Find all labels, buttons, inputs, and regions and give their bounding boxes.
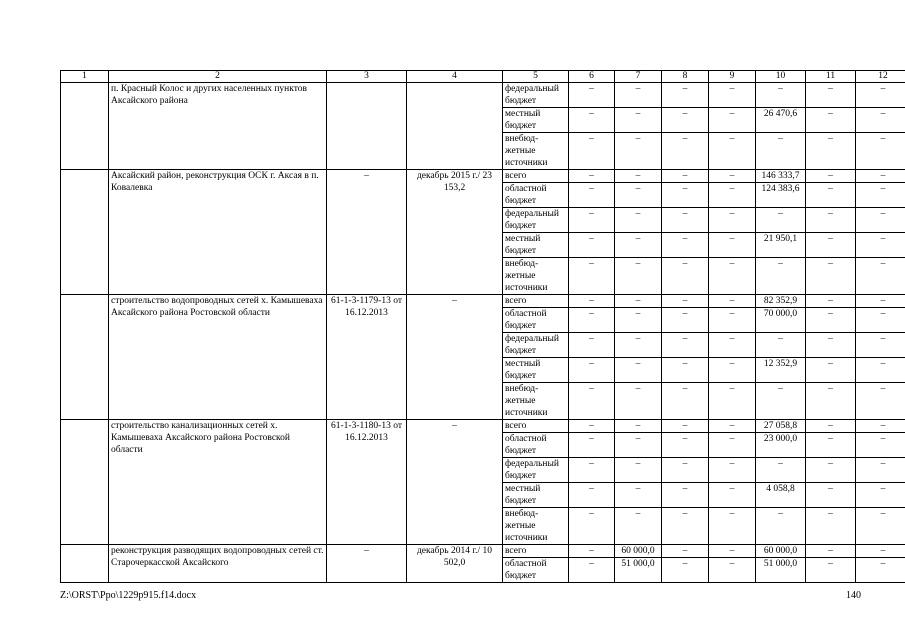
amount-cell: – [615, 208, 662, 233]
amount-cell: 51 000,0 [615, 558, 662, 583]
column-number: 12 [856, 71, 905, 83]
amount-cell: – [856, 545, 905, 558]
page-number: 140 [846, 590, 861, 601]
column-number: 4 [407, 71, 503, 83]
amount-cell: – [569, 383, 615, 420]
amount-cell: – [856, 420, 905, 433]
amount-cell: – [806, 295, 856, 308]
project-code: 61-1-3-1180-13 от 16.12.2013 [327, 420, 407, 545]
amount-cell: 70 000,0 [756, 308, 806, 333]
amount-cell: – [569, 83, 615, 108]
amount-cell: – [709, 258, 756, 295]
amount-cell: – [756, 133, 806, 170]
amount-cell: – [806, 558, 856, 583]
amount-cell: – [662, 433, 709, 458]
funding-source: внебюд-жетные источники [503, 383, 569, 420]
amount-cell: – [709, 333, 756, 358]
funding-source: областной бюджет [503, 183, 569, 208]
amount-cell: – [856, 295, 905, 308]
funding-source: федеральный бюджет [503, 333, 569, 358]
amount-cell: 124 383,6 [756, 183, 806, 208]
amount-cell: – [709, 458, 756, 483]
amount-cell: 60 000,0 [756, 545, 806, 558]
amount-cell: – [569, 558, 615, 583]
funding-source: всего [503, 170, 569, 183]
amount-cell: – [806, 83, 856, 108]
amount-cell: – [662, 183, 709, 208]
amount-cell: 4 058,8 [756, 483, 806, 508]
project-code [327, 83, 407, 170]
amount-cell: – [709, 508, 756, 545]
amount-cell: – [569, 233, 615, 258]
amount-cell: – [756, 458, 806, 483]
amount-cell: – [615, 333, 662, 358]
amount-cell: – [569, 545, 615, 558]
project-code: – [327, 170, 407, 295]
file-path: Z:\ORST\Ppo\1229p915.f14.docx [60, 590, 197, 601]
amount-cell: – [662, 420, 709, 433]
amount-cell: – [615, 308, 662, 333]
column-number-row [61, 71, 905, 83]
column-number: 2 [109, 71, 327, 83]
amount-cell: – [615, 358, 662, 383]
column-number: 3 [327, 71, 407, 83]
amount-cell: – [856, 108, 905, 133]
column-number: 8 [662, 71, 709, 83]
amount-cell: – [662, 108, 709, 133]
amount-cell: – [569, 333, 615, 358]
amount-cell: – [806, 183, 856, 208]
amount-cell: – [709, 383, 756, 420]
row-number-cell [61, 83, 109, 170]
amount-cell: – [569, 433, 615, 458]
amount-cell: – [615, 133, 662, 170]
amount-cell: – [756, 383, 806, 420]
amount-cell: – [662, 170, 709, 183]
amount-cell: 82 352,9 [756, 295, 806, 308]
amount-cell: – [569, 170, 615, 183]
table-row [61, 545, 905, 558]
amount-cell: – [569, 208, 615, 233]
funding-source: федеральный бюджет [503, 83, 569, 108]
funding-source: местный бюджет [503, 358, 569, 383]
amount-cell: – [806, 308, 856, 333]
amount-cell: – [569, 420, 615, 433]
project-deadline: декабрь 2014 г./ 10 502,0 [407, 545, 503, 583]
amount-cell: – [615, 108, 662, 133]
amount-cell: – [806, 133, 856, 170]
amount-cell: – [709, 83, 756, 108]
amount-cell: – [856, 183, 905, 208]
amount-cell: – [709, 545, 756, 558]
amount-cell: – [569, 133, 615, 170]
funding-source: федеральный бюджет [503, 458, 569, 483]
project-code: 61-1-3-1179-13 от 16.12.2013 [327, 295, 407, 420]
row-number-cell [61, 295, 109, 420]
amount-cell: – [806, 483, 856, 508]
project-code: – [327, 545, 407, 583]
column-number: 10 [756, 71, 806, 83]
amount-cell: – [569, 458, 615, 483]
amount-cell: – [709, 208, 756, 233]
amount-cell: – [856, 458, 905, 483]
funding-source: всего [503, 545, 569, 558]
project-description: строительство водопроводных сетей х. Камышеваха Аксайского района Ростовской области [109, 295, 327, 420]
amount-cell: – [662, 483, 709, 508]
amount-cell: – [806, 383, 856, 420]
amount-cell: – [756, 258, 806, 295]
column-number: 1 [61, 71, 109, 83]
project-description: реконструкция разводящих водопроводных сетей ст. Старочеркасской Аксайского [109, 545, 327, 583]
table-row [61, 295, 905, 308]
amount-cell: – [856, 358, 905, 383]
amount-cell: – [709, 558, 756, 583]
funding-source: внебюд-жетные источники [503, 133, 569, 170]
amount-cell: – [709, 183, 756, 208]
amount-cell: – [856, 170, 905, 183]
amount-cell: – [806, 545, 856, 558]
amount-cell: – [756, 508, 806, 545]
amount-cell: – [709, 133, 756, 170]
budget-table [60, 70, 905, 583]
amount-cell: 60 000,0 [615, 545, 662, 558]
amount-cell: 146 333,7 [756, 170, 806, 183]
amount-cell: – [662, 295, 709, 308]
amount-cell: – [709, 233, 756, 258]
funding-source: федеральный бюджет [503, 208, 569, 233]
amount-cell: – [615, 483, 662, 508]
project-deadline: – [407, 295, 503, 420]
amount-cell: – [615, 433, 662, 458]
amount-cell: – [709, 358, 756, 383]
amount-cell: – [756, 208, 806, 233]
funding-source: внебюд-жетные источники [503, 258, 569, 295]
project-deadline [407, 83, 503, 170]
amount-cell: – [569, 183, 615, 208]
amount-cell: – [709, 108, 756, 133]
amount-cell: – [806, 208, 856, 233]
table-row [61, 420, 905, 433]
amount-cell: 12 352,9 [756, 358, 806, 383]
amount-cell: – [709, 420, 756, 433]
amount-cell: – [569, 108, 615, 133]
amount-cell: – [615, 458, 662, 483]
column-number: 11 [806, 71, 856, 83]
amount-cell: – [856, 333, 905, 358]
amount-cell: – [856, 383, 905, 420]
amount-cell: – [806, 170, 856, 183]
amount-cell: – [756, 83, 806, 108]
amount-cell: – [709, 295, 756, 308]
amount-cell: – [569, 295, 615, 308]
project-description: Аксайский район, реконструкция ОСК г. Аксая в п. Ковалевка [109, 170, 327, 295]
amount-cell: – [709, 483, 756, 508]
amount-cell: – [569, 308, 615, 333]
row-number-cell [61, 170, 109, 295]
amount-cell: 23 000,0 [756, 433, 806, 458]
column-number: 9 [709, 71, 756, 83]
amount-cell: – [856, 483, 905, 508]
amount-cell: – [806, 433, 856, 458]
amount-cell: – [806, 458, 856, 483]
amount-cell: – [806, 420, 856, 433]
amount-cell: – [615, 295, 662, 308]
amount-cell: 27 058,8 [756, 420, 806, 433]
amount-cell: – [856, 83, 905, 108]
amount-cell: – [856, 308, 905, 333]
amount-cell: – [662, 458, 709, 483]
amount-cell: – [569, 258, 615, 295]
amount-cell: – [569, 358, 615, 383]
amount-cell: – [662, 308, 709, 333]
funding-source: местный бюджет [503, 233, 569, 258]
amount-cell: – [856, 508, 905, 545]
amount-cell: – [756, 333, 806, 358]
amount-cell: – [569, 483, 615, 508]
funding-source: внебюд-жетные источники [503, 508, 569, 545]
funding-source: областной бюджет [503, 433, 569, 458]
amount-cell: – [662, 258, 709, 295]
amount-cell: – [806, 108, 856, 133]
amount-cell: – [662, 208, 709, 233]
amount-cell: 21 950,1 [756, 233, 806, 258]
amount-cell: – [615, 258, 662, 295]
amount-cell: – [662, 333, 709, 358]
amount-cell: – [662, 558, 709, 583]
amount-cell: – [662, 133, 709, 170]
amount-cell: – [856, 233, 905, 258]
amount-cell: – [806, 258, 856, 295]
amount-cell: – [662, 383, 709, 420]
amount-cell: – [662, 358, 709, 383]
amount-cell: – [806, 333, 856, 358]
funding-source: областной бюджет [503, 308, 569, 333]
column-number: 5 [503, 71, 569, 83]
amount-cell: – [856, 433, 905, 458]
amount-cell: – [806, 508, 856, 545]
amount-cell: – [806, 233, 856, 258]
row-number-cell [61, 420, 109, 545]
amount-cell: – [615, 183, 662, 208]
amount-cell: 51 000,0 [756, 558, 806, 583]
amount-cell: – [856, 208, 905, 233]
table-row [61, 170, 905, 183]
amount-cell: – [662, 545, 709, 558]
project-deadline: – [407, 420, 503, 545]
amount-cell: – [662, 233, 709, 258]
project-description: п. Красный Колос и других населенных пунктов Аксайского района [109, 83, 327, 170]
column-number: 6 [569, 71, 615, 83]
row-number-cell [61, 545, 109, 583]
amount-cell: – [856, 133, 905, 170]
amount-cell: – [662, 83, 709, 108]
amount-cell: – [709, 308, 756, 333]
amount-cell: – [615, 170, 662, 183]
amount-cell: – [709, 433, 756, 458]
amount-cell: – [615, 83, 662, 108]
table-row [61, 83, 905, 108]
amount-cell: – [615, 383, 662, 420]
funding-source: местный бюджет [503, 483, 569, 508]
amount-cell: – [709, 170, 756, 183]
funding-source: областной бюджет [503, 558, 569, 583]
funding-source: всего [503, 420, 569, 433]
amount-cell: – [615, 420, 662, 433]
amount-cell: – [856, 558, 905, 583]
funding-source: местный бюджет [503, 108, 569, 133]
project-deadline: декабрь 2015 г./ 23 153,2 [407, 170, 503, 295]
amount-cell: – [806, 358, 856, 383]
amount-cell: – [569, 508, 615, 545]
amount-cell: 26 470,6 [756, 108, 806, 133]
column-number: 7 [615, 71, 662, 83]
amount-cell: – [662, 508, 709, 545]
amount-cell: – [856, 258, 905, 295]
amount-cell: – [615, 233, 662, 258]
funding-source: всего [503, 295, 569, 308]
amount-cell: – [615, 508, 662, 545]
project-description: строительство канализационных сетей х. Камышеваха Аксайского района Ростовской области [109, 420, 327, 545]
